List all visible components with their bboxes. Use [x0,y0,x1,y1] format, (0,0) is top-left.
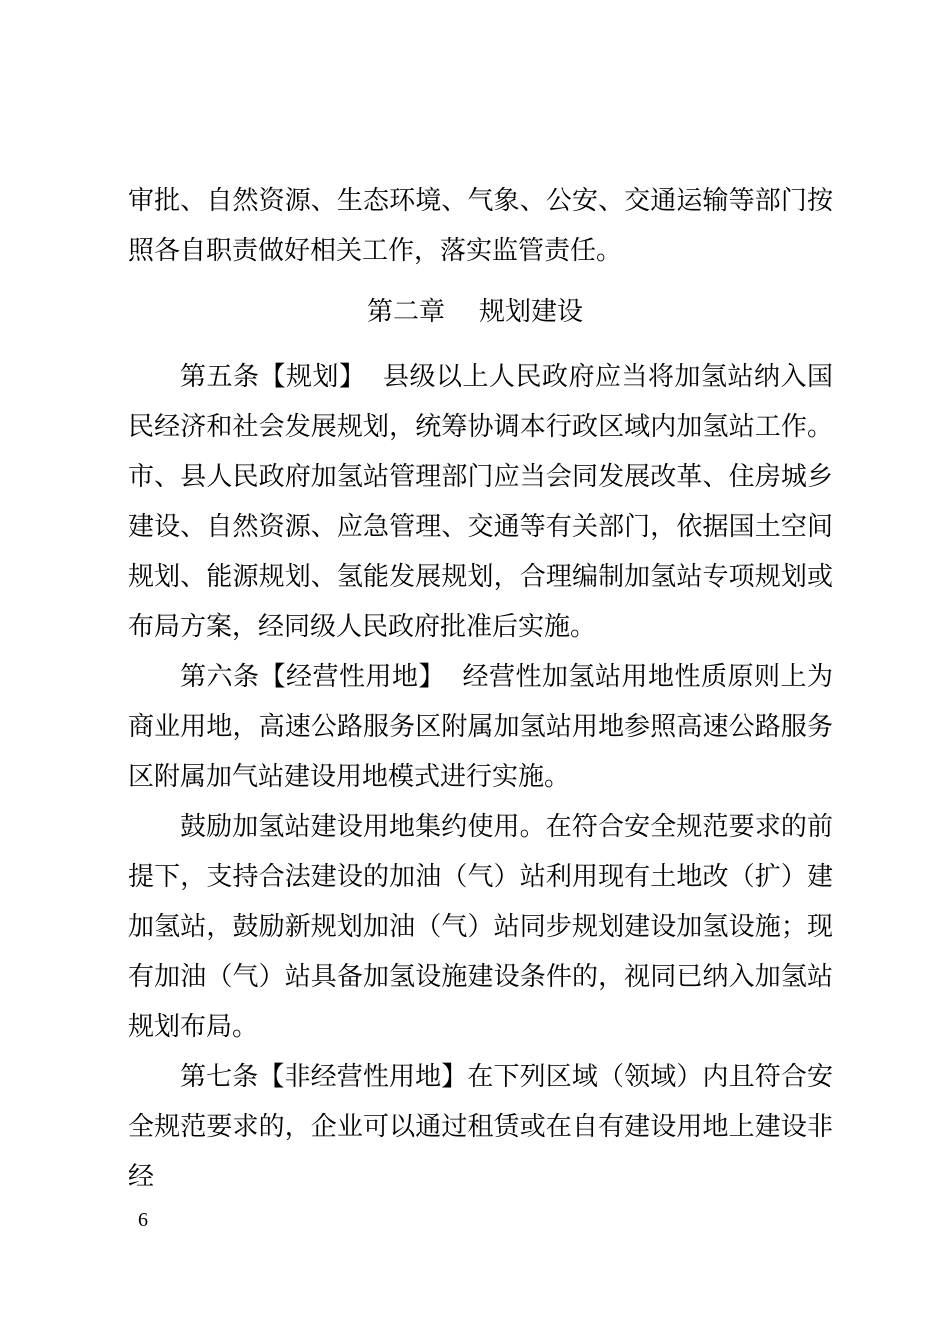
chapter-title: 规划建设 [479,297,584,327]
article-5-heading: 第五条【规划】 [180,362,366,392]
article-7-paragraph [128,1052,833,1202]
chapter-number: 第二章 [366,297,445,327]
article-7-body: 在下列区域（领域）内且符合安全规范要求的，企业可以通过租赁或在自有建设用地上建设非经 [128,1062,833,1192]
land-use-body: 鼓励加氢站建设用地集约使用。在符合安全规范要求的前提下，支持合法建设的加油（气）站利用现有土地改（扩）建加氢站，鼓励新规划加油（气）站同步规划建设加氢设施；现有加油（气）站具备加氢设施建设条件的，视同已纳入加氢站规划布局。 [128,812,833,1042]
article-6-heading: 第六条【经营性用地】 [180,662,445,692]
page-number: 6 [138,1209,148,1231]
chapter-heading [0,287,950,337]
continuation-paragraph: 审批、自然资源、生态环境、气象、公安、交通运输等部门按照各自职责做好相关工作，落实监管责任。 [128,186,833,266]
article-6-body: 经营性加氢站用地性质原则上为商业用地，高速公路服务区附属加氢站用地参照高速公路服务区附属加气站建设用地模式进行实施。 [128,662,833,792]
article-5-paragraph [128,352,833,652]
article-7-heading: 第七条【非经营性用地】 [180,1062,468,1092]
land-use-paragraph [128,802,833,1052]
article-5-body: 县级以上人民政府应当将加氢站纳入国民经济和社会发展规划，统筹协调本行政区域内加氢站工作。市、县人民政府加氢站管理部门应当会同发展改革、住房城乡建设、自然资源、应急管理、交通等有关部门，依据国土空间规划、能源规划、氢能发展规划，合理编制加氢站专项规划或布局方案，经同级人民政府批准后实施。 [128,362,833,642]
article-6-paragraph [128,652,833,802]
